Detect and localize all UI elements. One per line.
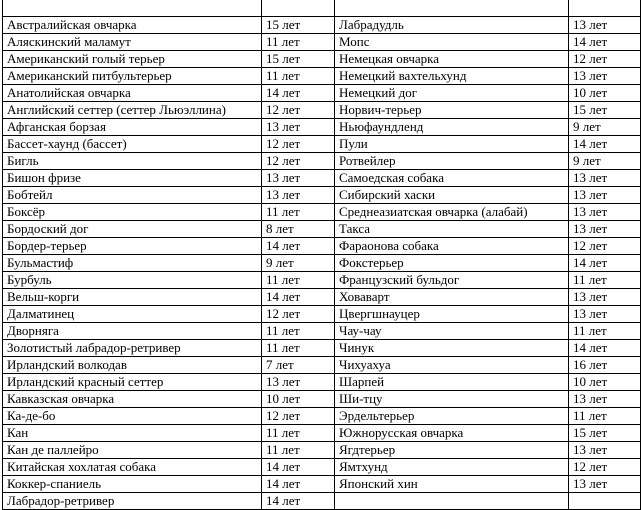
lifespan-cell-right: 14 лет (569, 34, 641, 51)
table-body (3, 0, 641, 510)
table-row (3, 17, 641, 34)
table-row (3, 442, 641, 459)
breed-cell-left: Бордер-терьер (3, 238, 262, 255)
lifespan-cell-left: 11 лет (262, 442, 335, 459)
table-row (3, 68, 641, 85)
breed-cell-left: Английский сеттер (сеттер Льюэллина) (3, 102, 262, 119)
breed-cell-left: Бигль (3, 153, 262, 170)
breed-cell-right: Среднеазиатская овчарка (алабай) (335, 204, 569, 221)
table-row (3, 323, 641, 340)
table-row (3, 204, 641, 221)
lifespan-cell-right: 13 лет (569, 170, 641, 187)
lifespan-cell-left: 11 лет (262, 34, 335, 51)
breed-cell-left: Аляскинский маламут (3, 34, 262, 51)
breed-cell-left: Ирландский волкодав (3, 357, 262, 374)
lifespan-cell-right: 11 лет (569, 408, 641, 425)
table-row (3, 374, 641, 391)
lifespan-cell-right: 15 лет (569, 102, 641, 119)
lifespan-cell-left: 14 лет (262, 493, 335, 510)
breed-cell-left: Американский голый терьер (3, 51, 262, 68)
breed-cell-right: Чау-чау (335, 323, 569, 340)
breed-cell-right: Южнорусская овчарка (335, 425, 569, 442)
breed-cell-left: Бордоский дог (3, 221, 262, 238)
breed-cell-left: Лабрадор-ретривер (3, 493, 262, 510)
lifespan-cell-right: 13 лет (569, 476, 641, 493)
lifespan-cell-right: 13 лет (569, 17, 641, 34)
lifespan-cell-left: 10 лет (262, 391, 335, 408)
breed-cell-right: Ши-тцу (335, 391, 569, 408)
breed-cell-left: Бурбуль (3, 272, 262, 289)
table-row (3, 238, 641, 255)
lifespan-cell-right: 13 лет (569, 442, 641, 459)
lifespan-cell-left: 12 лет (262, 306, 335, 323)
lifespan-cell-right: 11 лет (569, 272, 641, 289)
breed-cell-left: Бобтейл (3, 187, 262, 204)
lifespan-cell-left: 15 лет (262, 51, 335, 68)
lifespan-cell-left: 11 лет (262, 272, 335, 289)
breed-cell-left: Анатолийская овчарка (3, 85, 262, 102)
lifespan-cell-left: 11 лет (262, 68, 335, 85)
table-row (3, 102, 641, 119)
lifespan-cell-left: 12 лет (262, 408, 335, 425)
table-row (3, 459, 641, 476)
lifespan-cell-left: 13 лет (262, 119, 335, 136)
breed-cell-right: Японский хин (335, 476, 569, 493)
breed-cell-right: Цвергшнауцер (335, 306, 569, 323)
table-row (3, 408, 641, 425)
lifespan-cell-right: 14 лет (569, 136, 641, 153)
breed-cell-left: Американский питбультерьер (3, 68, 262, 85)
table-row (3, 85, 641, 102)
breed-cell-left: Ка-де-бо (3, 408, 262, 425)
table-row (3, 221, 641, 238)
lifespan-cell-left: 14 лет (262, 85, 335, 102)
breed-cell-right: Чинук (335, 340, 569, 357)
lifespan-cell-left: 11 лет (262, 340, 335, 357)
table-row (3, 391, 641, 408)
lifespan-cell-left: 11 лет (262, 323, 335, 340)
table-row (3, 255, 641, 272)
breed-cell-left (3, 0, 262, 17)
breed-cell-left: Австралийская овчарка (3, 17, 262, 34)
lifespan-cell-left: 15 лет (262, 17, 335, 34)
breed-cell-right: Норвич-терьер (335, 102, 569, 119)
table-row (3, 272, 641, 289)
table-row (3, 119, 641, 136)
table-row (3, 493, 641, 510)
table-row (3, 136, 641, 153)
lifespan-cell-left: 13 лет (262, 187, 335, 204)
lifespan-cell-left: 14 лет (262, 476, 335, 493)
lifespan-cell-left: 11 лет (262, 425, 335, 442)
breed-cell-right: Ямтхунд (335, 459, 569, 476)
lifespan-cell-right: 13 лет (569, 68, 641, 85)
lifespan-cell-right: 12 лет (569, 238, 641, 255)
lifespan-cell-left: 12 лет (262, 136, 335, 153)
lifespan-cell-left: 13 лет (262, 374, 335, 391)
table-row (3, 340, 641, 357)
breed-cell-left: Бульмастиф (3, 255, 262, 272)
table-row (3, 187, 641, 204)
breed-cell-right: Лабрадудль (335, 17, 569, 34)
lifespan-cell-right: 16 лет (569, 357, 641, 374)
lifespan-cell-right: 13 лет (569, 187, 641, 204)
table-row (3, 476, 641, 493)
lifespan-cell-left: 7 лет (262, 357, 335, 374)
breed-cell-right: Французский бульдог (335, 272, 569, 289)
breed-cell-left: Китайская хохлатая собака (3, 459, 262, 476)
lifespan-cell-right: 10 лет (569, 374, 641, 391)
breed-cell-left: Золотистый лабрадор-ретривер (3, 340, 262, 357)
breed-cell-left: Кавказская овчарка (3, 391, 262, 408)
breed-cell-left: Кан (3, 425, 262, 442)
breed-cell-right: Ротвейлер (335, 153, 569, 170)
lifespan-cell-left: 8 лет (262, 221, 335, 238)
breed-cell-right: Фараонова собака (335, 238, 569, 255)
table-row (3, 306, 641, 323)
lifespan-cell-right: 13 лет (569, 289, 641, 306)
dog-lifespan-table (2, 0, 641, 510)
lifespan-cell-left: 12 лет (262, 153, 335, 170)
breed-cell-right: Такса (335, 221, 569, 238)
breed-cell-right (335, 0, 569, 17)
lifespan-cell-left: 12 лет (262, 102, 335, 119)
breed-cell-right: Немецкая овчарка (335, 51, 569, 68)
lifespan-cell-right: 14 лет (569, 255, 641, 272)
table-row (3, 357, 641, 374)
breed-cell-right: Ягдтерьер (335, 442, 569, 459)
breed-cell-right: Чихуахуа (335, 357, 569, 374)
breed-cell-right (335, 493, 569, 510)
table-row (3, 170, 641, 187)
breed-cell-right: Эрдельтерьер (335, 408, 569, 425)
breed-cell-left: Коккер-спаниель (3, 476, 262, 493)
lifespan-cell-left (262, 0, 335, 17)
table-row (3, 425, 641, 442)
table-row (3, 34, 641, 51)
lifespan-cell-right: 13 лет (569, 204, 641, 221)
lifespan-cell-right: 9 лет (569, 153, 641, 170)
lifespan-cell-right: 15 лет (569, 425, 641, 442)
lifespan-cell-right: 14 лет (569, 340, 641, 357)
lifespan-cell-right (569, 493, 641, 510)
lifespan-cell-right: 13 лет (569, 221, 641, 238)
table-row (3, 51, 641, 68)
breed-cell-right: Немецкий вахтельхунд (335, 68, 569, 85)
breed-cell-left: Кан де паллейро (3, 442, 262, 459)
table-row (3, 0, 641, 17)
lifespan-cell-right: 12 лет (569, 51, 641, 68)
breed-cell-left: Бишон фризе (3, 170, 262, 187)
breed-cell-left: Далматинец (3, 306, 262, 323)
lifespan-cell-right: 12 лет (569, 459, 641, 476)
lifespan-cell-left: 13 лет (262, 170, 335, 187)
lifespan-cell-right: 9 лет (569, 119, 641, 136)
table-row (3, 289, 641, 306)
breed-cell-left: Боксёр (3, 204, 262, 221)
lifespan-cell-left: 11 лет (262, 204, 335, 221)
breed-cell-right: Немецкий дог (335, 85, 569, 102)
breed-cell-right: Фокстерьер (335, 255, 569, 272)
lifespan-cell-left: 14 лет (262, 289, 335, 306)
lifespan-cell-left: 9 лет (262, 255, 335, 272)
breed-cell-right: Самоедская собака (335, 170, 569, 187)
lifespan-cell-right: 13 лет (569, 391, 641, 408)
breed-cell-left: Ирландский красный сеттер (3, 374, 262, 391)
breed-cell-right: Сибирский хаски (335, 187, 569, 204)
lifespan-cell-left: 14 лет (262, 459, 335, 476)
breed-cell-right: Шарпей (335, 374, 569, 391)
breed-cell-left: Дворняга (3, 323, 262, 340)
breed-cell-right: Мопс (335, 34, 569, 51)
table-row (3, 153, 641, 170)
breed-cell-right: Ньюфаундленд (335, 119, 569, 136)
breed-cell-left: Вельш-корги (3, 289, 262, 306)
lifespan-cell-right: 13 лет (569, 306, 641, 323)
lifespan-cell-right: 11 лет (569, 323, 641, 340)
breed-cell-left: Афганская борзая (3, 119, 262, 136)
lifespan-cell-left: 14 лет (262, 238, 335, 255)
breed-cell-left: Бассет-хаунд (бассет) (3, 136, 262, 153)
breed-cell-right: Пули (335, 136, 569, 153)
lifespan-cell-right (569, 0, 641, 17)
lifespan-cell-right: 10 лет (569, 85, 641, 102)
breed-cell-right: Ховаварт (335, 289, 569, 306)
